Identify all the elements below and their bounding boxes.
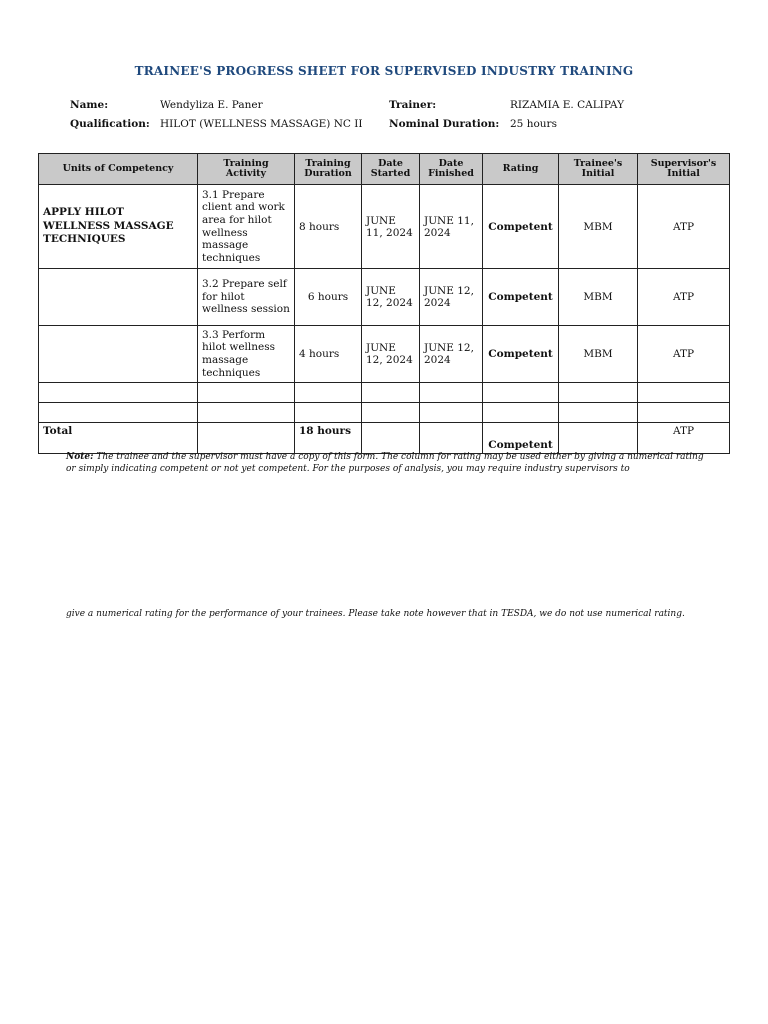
qualification-value: HILOT (WELLNESS MASSAGE) NC II [160, 118, 363, 130]
progress-table [38, 153, 730, 454]
rating: Competent [483, 185, 559, 269]
total-duration: 18 hours [295, 423, 362, 454]
training-duration: 6 hours [295, 269, 362, 326]
total-supervisor-initial: ATP [638, 423, 730, 454]
rating: Competent [483, 326, 559, 383]
training-duration: 4 hours [295, 326, 362, 383]
trainee-initial: MBM [559, 326, 638, 383]
unit-of-competency-empty [39, 269, 198, 326]
date-started: JUNE 12, 2024 [362, 326, 420, 383]
training-activity: 3.1 Prepare client and work area for hilot wellness massage techniques [198, 185, 295, 269]
note-paragraph [66, 451, 706, 475]
header-rating: Rating [483, 154, 559, 185]
note-text: The trainee and the supervisor must have a copy of this form. The column for rating may be used either by giving a numerical rating or simply indicating competent or not yet competent. For the purposes of analysis, you may require industry supervisors to [66, 452, 704, 475]
date-finished: JUNE 11, 2024 [420, 185, 483, 269]
supervisor-initial: ATP [638, 185, 730, 269]
date-started: JUNE 11, 2024 [362, 185, 420, 269]
trainee-initial: MBM [559, 185, 638, 269]
header-training-activity: Training Activity [198, 154, 295, 185]
trainer-value: RIZAMIA E. CALIPAY [510, 99, 625, 111]
supervisor-initial: ATP [638, 326, 730, 383]
training-activity: 3.3 Perform hilot wellness massage techniques [198, 326, 295, 383]
date-started: JUNE 12, 2024 [362, 269, 420, 326]
table-row [39, 269, 730, 326]
date-finished: JUNE 12, 2024 [420, 326, 483, 383]
trainee-initial: MBM [559, 269, 638, 326]
table-header-row [39, 154, 730, 185]
header-training-duration: Training Duration [295, 154, 362, 185]
header-trainee-initial: Trainee's Initial [559, 154, 638, 185]
total-label: Total [39, 423, 198, 454]
table-row [39, 326, 730, 383]
name-label: Name: [70, 99, 109, 111]
nominal-duration-value: 25 hours [510, 118, 557, 130]
header-units-of-competency: Units of Competency [39, 154, 198, 185]
note-label: Note: [66, 452, 94, 462]
table-row-empty [39, 383, 730, 403]
table-row [39, 185, 730, 269]
header-date-finished: Date Finished [420, 154, 483, 185]
name-value: Wendyliza E. Paner [160, 99, 263, 111]
table-total-row [39, 423, 730, 454]
note-continuation: give a numerical rating for the performance of your trainees. Please take note however that in TESDA, we do not use numerical rating. [66, 609, 685, 619]
header-date-started: Date Started [362, 154, 420, 185]
training-activity: 3.2 Prepare self for hilot wellness session [198, 269, 295, 326]
supervisor-initial: ATP [638, 269, 730, 326]
training-duration: 8 hours [295, 185, 362, 269]
qualification-label: Qualification: [70, 118, 150, 130]
total-rating: Competent [483, 423, 559, 454]
unit-of-competency-empty [39, 326, 198, 383]
page-title: TRAINEE'S PROGRESS SHEET FOR SUPERVISED INDUSTRY TRAINING [134, 64, 634, 78]
date-finished: JUNE 12, 2024 [420, 269, 483, 326]
unit-of-competency: APPLY HILOT WELLNESS MASSAGE TECHNIQUES [39, 185, 198, 269]
table-row-empty [39, 403, 730, 423]
nominal-duration-label: Nominal Duration: [389, 118, 500, 130]
trainer-label: Trainer: [389, 99, 437, 111]
rating: Competent [483, 269, 559, 326]
header-supervisor-initial: Supervisor's Initial [638, 154, 730, 185]
